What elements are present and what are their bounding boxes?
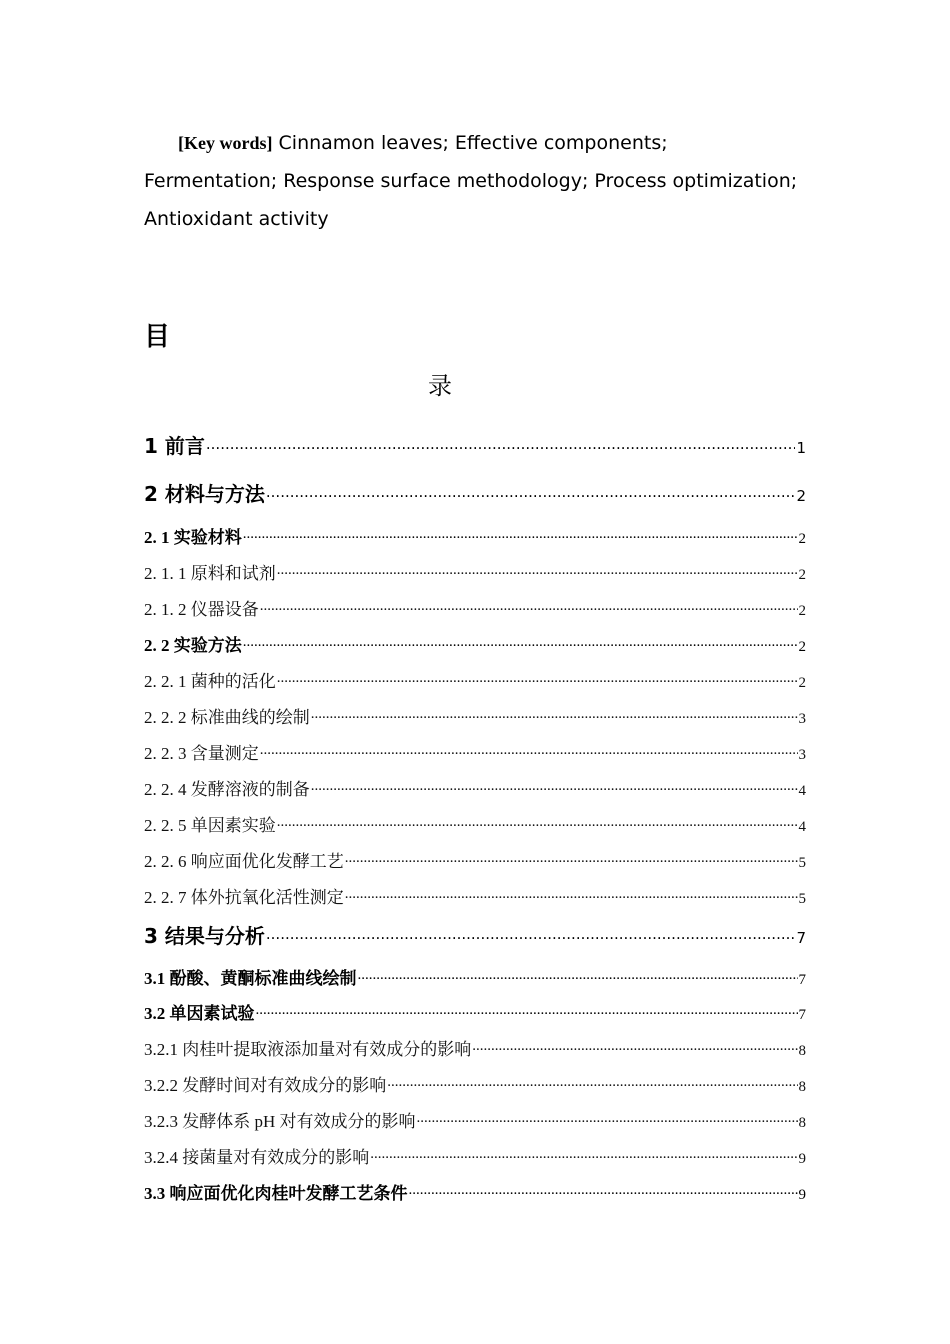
- toc-entry-page: 9: [798, 1187, 806, 1203]
- toc-entry-page: 5: [798, 855, 806, 871]
- toc-entry[interactable]: [144, 775, 806, 800]
- toc-entry[interactable]: [144, 478, 806, 507]
- toc-entry-page: 8: [798, 1079, 806, 1095]
- toc-entry-label: 2. 1 实验材料: [144, 528, 242, 547]
- keywords-text: Cinnamon leaves; Effective components; Fermentation; Response surface methodology; Process optimization; Antioxidant activity: [144, 132, 798, 230]
- toc-entry[interactable]: [144, 631, 806, 656]
- toc-entry-page: 2: [798, 531, 806, 547]
- toc-entry-page: 4: [798, 783, 806, 799]
- toc-leader-dots: [387, 1076, 797, 1091]
- toc-title-second-char: 录: [428, 372, 452, 400]
- toc-entry[interactable]: [144, 523, 806, 548]
- toc-entry[interactable]: [144, 1071, 806, 1096]
- toc-leader-dots: [277, 564, 798, 579]
- toc-entry-page: 2: [798, 567, 806, 583]
- toc-entry-label: 3.2 单因素试验: [144, 1004, 255, 1023]
- toc-entry-page: 7: [798, 1007, 806, 1023]
- toc-entry-label: 2. 2. 5 单因素实验: [144, 816, 276, 835]
- toc-entry-label: 3.2.3 发酵体系 pH 对有效成分的影响: [144, 1112, 416, 1131]
- toc-entry-label: 2. 1. 2 仪器设备: [144, 600, 259, 619]
- toc-entry-page: 1: [796, 439, 806, 457]
- toc-leader-dots: [370, 1148, 797, 1163]
- toc-leader-dots: [277, 816, 798, 831]
- toc-entry-label: 3.1 酚酸、黄酮标准曲线绘制: [144, 969, 357, 988]
- toc-entry-label: 2. 2. 1 菌种的活化: [144, 672, 276, 691]
- toc-entry[interactable]: [144, 1107, 806, 1132]
- toc-leader-dots: [409, 1184, 798, 1199]
- toc-leader-dots: [417, 1112, 798, 1127]
- toc-entry-label: 1 前言: [144, 434, 205, 458]
- toc-entry-label: 3.3 响应面优化肉桂叶发酵工艺条件: [144, 1184, 408, 1203]
- toc-entry-page: 9: [798, 1151, 806, 1167]
- toc-entry-page: 8: [798, 1115, 806, 1131]
- toc-leader-dots: [358, 969, 798, 984]
- toc-entry[interactable]: [144, 667, 806, 692]
- toc-entry-page: 2: [798, 639, 806, 655]
- toc-leader-dots: [345, 888, 798, 903]
- toc-entry-label: 2. 2. 6 响应面优化发酵工艺: [144, 852, 344, 871]
- toc-entry[interactable]: [144, 430, 806, 459]
- toc-entry-label: 3 结果与分析: [144, 924, 265, 948]
- toc-entry[interactable]: [144, 739, 806, 764]
- toc-leader-dots: [277, 672, 798, 687]
- toc-entry-page: 2: [798, 603, 806, 619]
- toc-entry-label: 2. 1. 1 原料和试剂: [144, 564, 276, 583]
- toc-entry-label: 2. 2. 7 体外抗氧化活性测定: [144, 888, 344, 907]
- toc-entry-label: 3.2.1 肉桂叶提取液添加量对有效成分的影响: [144, 1040, 472, 1059]
- toc-leader-dots: [266, 486, 796, 501]
- toc-leader-dots: [311, 708, 798, 723]
- toc-entry-page: 8: [798, 1043, 806, 1059]
- toc-entry[interactable]: [144, 883, 806, 908]
- toc-entry[interactable]: [144, 1179, 806, 1204]
- toc-entry[interactable]: [144, 595, 806, 620]
- toc-leader-dots: [472, 1040, 797, 1055]
- toc-title-first-char: 目: [144, 322, 171, 352]
- toc-leader-dots: [243, 636, 798, 651]
- toc-entry[interactable]: [144, 703, 806, 728]
- toc-entry-label: 2. 2. 4 发酵溶液的制备: [144, 780, 310, 799]
- toc-entry-page: 7: [796, 929, 806, 947]
- toc-entry[interactable]: [144, 964, 806, 989]
- toc-leader-dots: [311, 780, 798, 795]
- toc-leader-dots: [260, 600, 798, 615]
- toc-leader-dots: [266, 928, 796, 943]
- toc-leader-dots: [256, 1004, 798, 1019]
- toc-entry[interactable]: [144, 559, 806, 584]
- keywords-label: [Key words]: [178, 133, 273, 153]
- toc-entry-label: 3.2.2 发酵时间对有效成分的影响: [144, 1076, 387, 1095]
- toc-entry-label: 2. 2 实验方法: [144, 636, 242, 655]
- toc-leader-dots: [206, 438, 796, 453]
- toc-entry-page: 5: [798, 891, 806, 907]
- toc-entry-label: 2. 2. 3 含量测定: [144, 744, 259, 763]
- toc-entry-page: 4: [798, 819, 806, 835]
- toc-entry[interactable]: [144, 847, 806, 872]
- toc-entry-page: 2: [796, 487, 806, 505]
- toc-entry-page: 3: [798, 747, 806, 763]
- toc-entry-label: 2 材料与方法: [144, 482, 265, 506]
- toc-entry[interactable]: [144, 1035, 806, 1060]
- toc-entry-page: 7: [798, 972, 806, 988]
- toc-leader-dots: [345, 852, 798, 867]
- toc-entry-label: 2. 2. 2 标准曲线的绘制: [144, 708, 310, 727]
- keywords-paragraph: [144, 124, 806, 238]
- toc-entry[interactable]: [144, 920, 806, 949]
- toc-leader-dots: [260, 744, 798, 759]
- toc-entry-page: 3: [798, 711, 806, 727]
- toc-entry[interactable]: [144, 999, 806, 1024]
- toc-entry-label: 3.2.4 接菌量对有效成分的影响: [144, 1148, 370, 1167]
- toc-entry[interactable]: [144, 1143, 806, 1168]
- toc-entry-page: 2: [798, 675, 806, 691]
- toc-entry[interactable]: [144, 811, 806, 836]
- toc-leader-dots: [243, 528, 798, 543]
